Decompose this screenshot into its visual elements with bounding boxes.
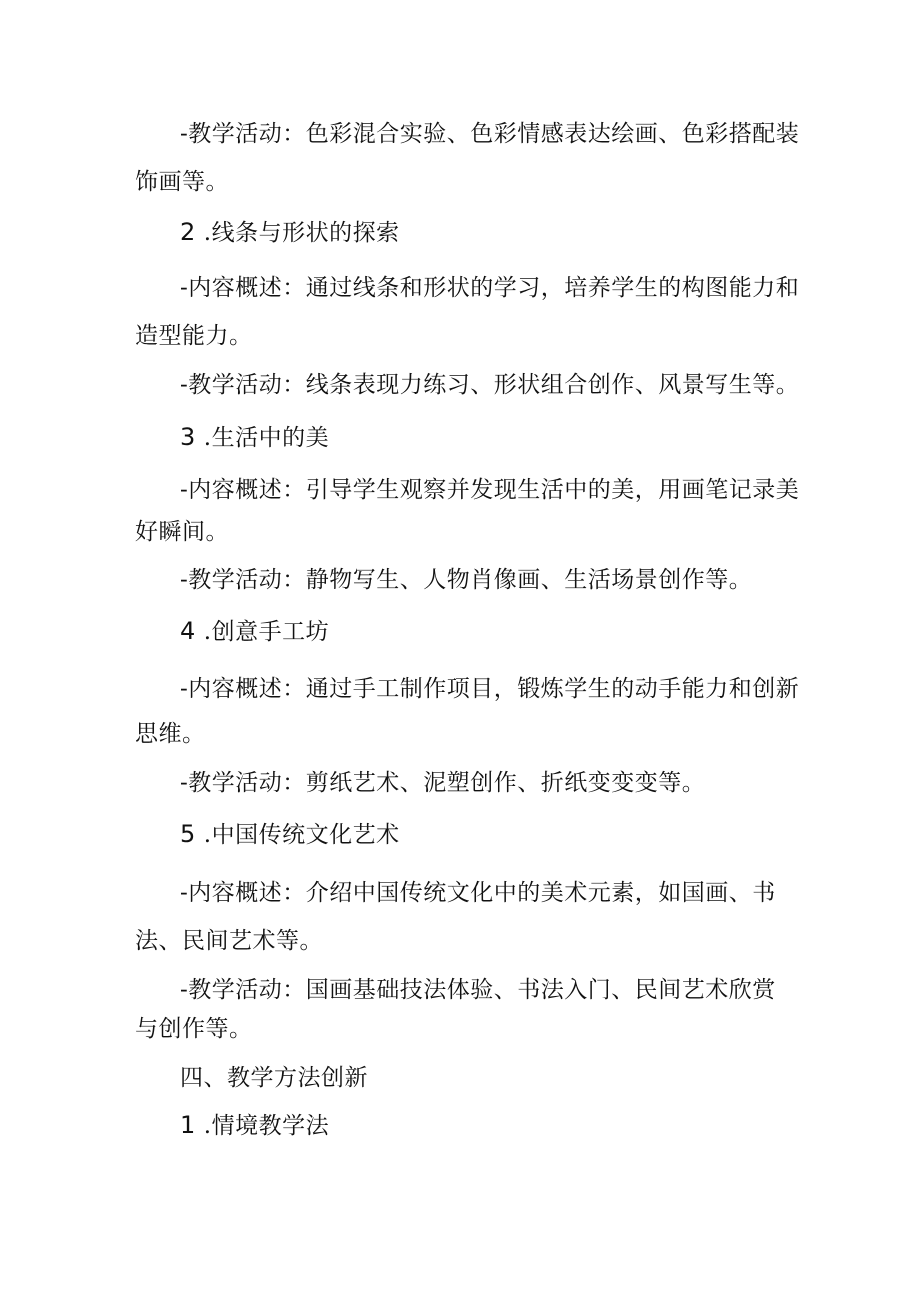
section-heading <box>180 220 840 245</box>
heading-number: 3 <box>180 423 196 451</box>
paragraph-line: -内容概述：通过线条和形状的学习，培养学生的构图能力和 <box>180 275 800 301</box>
heading-number: 2 <box>180 218 196 246</box>
heading-text: .情境教学法 <box>203 1113 330 1139</box>
paragraph-line: 思维。 <box>135 721 206 747</box>
paragraph-line: 法、民间艺术等。 <box>135 928 323 954</box>
paragraph-line: -教学活动：静物写生、人物肖像画、生活场景创作等。 <box>180 567 753 593</box>
heading-text: .中国传统文化艺术 <box>203 822 400 848</box>
section-title: 四、教学方法创新 <box>180 1065 368 1091</box>
paragraph-line: -内容概述：通过手工制作项目，锻炼学生的动手能力和创新 <box>180 676 800 702</box>
paragraph-line: -教学活动：国画基础技法体验、书法入门、民间艺术欣赏 <box>180 977 776 1003</box>
paragraph-line: 造型能力。 <box>135 323 253 349</box>
section-heading <box>180 425 840 450</box>
paragraph-line: -教学活动：剪纸艺术、泥塑创作、折纸变变变等。 <box>180 770 706 796</box>
heading-number: 5 <box>180 820 196 848</box>
paragraph-line: 好瞬间。 <box>135 519 229 545</box>
paragraph-line: 饰画等。 <box>135 169 229 195</box>
section-heading <box>180 619 840 644</box>
heading-text: .线条与形状的探索 <box>203 220 400 246</box>
section-heading <box>180 1113 840 1138</box>
paragraph-line: -内容概述：引导学生观察并发现生活中的美，用画笔记录美 <box>180 477 800 503</box>
heading-number: 1 <box>180 1111 196 1139</box>
paragraph-line: 与创作等。 <box>135 1016 253 1042</box>
section-heading <box>180 822 840 847</box>
heading-text: .创意手工坊 <box>203 619 330 645</box>
heading-text: .生活中的美 <box>203 425 330 451</box>
paragraph-line: -内容概述：介绍中国传统文化中的美术元素，如国画、书 <box>180 880 776 906</box>
paragraph-line: -教学活动：色彩混合实验、色彩情感表达绘画、色彩搭配装 <box>180 121 800 147</box>
heading-number: 4 <box>180 617 196 645</box>
paragraph-line: -教学活动：线条表现力练习、形状组合创作、风景写生等。 <box>180 372 800 398</box>
